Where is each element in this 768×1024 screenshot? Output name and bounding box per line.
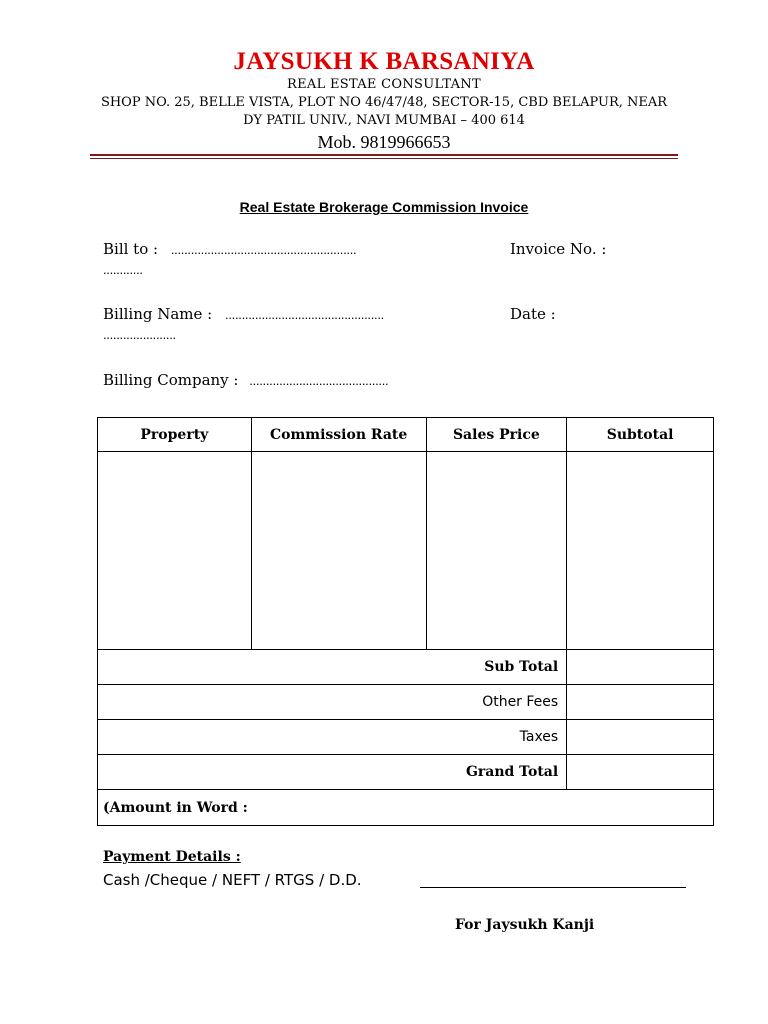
col-header-property: Property — [98, 418, 252, 452]
company-name: JAYSUKH K BARSANIYA — [233, 48, 535, 75]
payment-details-title: Payment Details : — [103, 849, 241, 865]
signature-label: For Jaysukh Kanji — [455, 917, 595, 933]
other-fees-label: Other Fees — [98, 685, 567, 720]
billing-company-row — [103, 371, 388, 389]
company-role: REAL ESTAE CONSULTANT — [287, 77, 481, 92]
amount-in-word-label[interactable]: (Amount in Word : — [98, 790, 714, 826]
invoice-no-label: Invoice No. : — [510, 240, 607, 258]
invoice-title: Real Estate Brokerage Commission Invoice — [239, 199, 529, 215]
invoice-table — [97, 417, 714, 826]
subtotal-cell[interactable] — [567, 452, 714, 650]
sub-total-value[interactable] — [567, 650, 714, 685]
sub-total-row — [98, 650, 714, 685]
grand-total-row — [98, 755, 714, 790]
bill-to-label: Bill to : — [103, 240, 159, 258]
bill-to-blank-wrap[interactable]: ............ — [103, 262, 143, 277]
header-rule-thick — [90, 154, 678, 156]
billing-company-label: Billing Company : — [103, 371, 239, 389]
commission-rate-cell[interactable] — [251, 452, 426, 650]
taxes-value[interactable] — [567, 720, 714, 755]
grand-total-label: Grand Total — [98, 755, 567, 790]
bill-to-blank[interactable]: ........................................................ — [170, 242, 357, 257]
other-fees-row — [98, 685, 714, 720]
payment-blank-line[interactable] — [420, 887, 686, 888]
billing-name-blank-wrap[interactable]: ...................... — [103, 327, 176, 342]
col-header-subtotal: Subtotal — [567, 418, 714, 452]
address-line-1: SHOP NO. 25, BELLE VISTA, PLOT NO 46/47/48, SECTOR-15, CBD BELAPUR, NEAR — [100, 95, 668, 110]
billing-name-blank[interactable]: ................................................ — [225, 307, 384, 322]
billing-name-row — [103, 305, 384, 323]
col-header-commission-rate: Commission Rate — [251, 418, 426, 452]
table-header-row — [98, 418, 714, 452]
address-line-2: DY PATIL UNIV., NAVI MUMBAI – 400 614 — [243, 113, 525, 128]
mobile-number: Mob. 9819966653 — [317, 132, 451, 152]
date-label: Date : — [510, 305, 556, 323]
taxes-row — [98, 720, 714, 755]
grand-total-value[interactable] — [567, 755, 714, 790]
payment-methods: Cash /Cheque / NEFT / RTGS / D.D. — [103, 871, 362, 889]
sales-price-cell[interactable] — [426, 452, 567, 650]
taxes-label: Taxes — [98, 720, 567, 755]
col-header-sales-price: Sales Price — [426, 418, 567, 452]
billing-company-blank[interactable]: .......................................... — [249, 373, 389, 388]
header-rule-thin — [90, 158, 678, 159]
amount-in-word-row — [98, 790, 714, 826]
table-row — [98, 452, 714, 650]
sub-total-label: Sub Total — [98, 650, 567, 685]
bill-to-row — [103, 240, 356, 258]
property-cell[interactable] — [98, 452, 252, 650]
billing-name-label: Billing Name : — [103, 305, 213, 323]
other-fees-value[interactable] — [567, 685, 714, 720]
